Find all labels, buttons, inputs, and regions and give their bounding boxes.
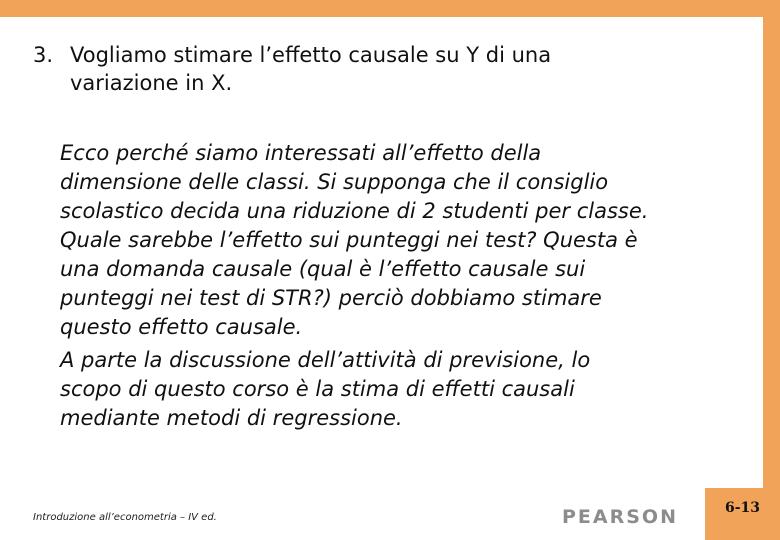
paragraph-line: A parte la discussione dell’attività di previsione, lo — [60, 348, 591, 372]
paragraph-line: punteggi nei test di STR?) perciò dobbiamo stimare — [60, 286, 602, 310]
paragraph-line: scolastico decida una riduzione di 2 studenti per classe. — [60, 199, 649, 223]
point-line: variazione in X. — [70, 71, 233, 95]
paragraph-line: scopo di questo corso è la stima di effetti causali — [60, 377, 575, 401]
paragraph-line: Quale sarebbe l’effetto sui punteggi nei test? Questa è — [60, 228, 638, 252]
paragraph-line: Ecco perché siamo interessati all’effetto della — [60, 141, 542, 165]
paragraph-line: mediante metodi di regressione. — [60, 406, 403, 430]
point-line: Vogliamo stimare l’effetto causale su Y di una — [70, 43, 552, 67]
paragraph-course-scope — [60, 346, 750, 433]
pearson-logo: PEARSON — [562, 506, 678, 528]
point-number: 3. — [33, 43, 54, 67]
frame-right — [763, 0, 780, 488]
frame-top — [0, 0, 780, 17]
paragraph-line: una domanda causale (qual è l’effetto causale sui — [60, 257, 586, 281]
paragraph-class-size — [60, 139, 750, 342]
paragraph-line: dimensione delle classi. Si supponga che il consiglio — [60, 170, 609, 194]
book-title: Introduzione all’econometria – IV ed. — [33, 512, 217, 523]
page-number: 6-13 — [724, 500, 761, 516]
paragraph-line: questo effetto causale. — [60, 315, 303, 339]
point-text — [70, 41, 690, 97]
